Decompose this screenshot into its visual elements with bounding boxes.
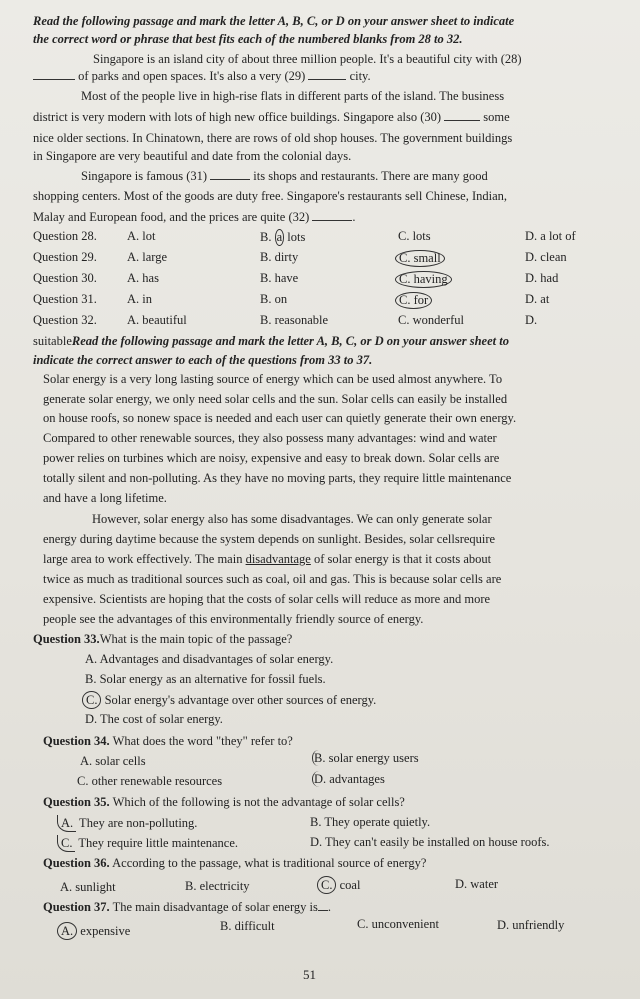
q28-option-d[interactable]: D. a lot of — [525, 229, 576, 243]
passage-1-line: district is very modern with lots of high new office buildings. Singapore also (30) some — [33, 110, 510, 124]
q28-option-b[interactable]: B. a lots — [260, 230, 306, 244]
page-number: 51 — [303, 967, 316, 982]
passage-2-line: Compared to other renewable sources, they also possess many advantages: wind and water — [43, 431, 497, 445]
passage-2-line: large area to work effectively. The main disadvantage of solar energy is that it costs about — [43, 552, 492, 566]
q34-option-c[interactable]: C. other renewable resources — [77, 774, 223, 788]
q36-option-a[interactable]: A. sunlight — [60, 880, 116, 894]
passage-1-line: Most of the people live in high-rise flats in different parts of the island. The business — [81, 89, 505, 103]
q36-stem: Question 36. According to the passage, what is traditional source of energy? — [43, 856, 427, 870]
passage-1-line: Singapore is an island city of about three million people. It's a beautiful city with (28) — [93, 52, 522, 66]
q36-option-c[interactable]: C. coal — [320, 876, 360, 894]
instruction-2-line-1: suitableRead the following passage and mark the letter A, B, C, or D on your answer sheet to — [33, 334, 509, 348]
passage-1-line: in Singapore are very beautiful and date from the colonial days. — [33, 149, 352, 163]
passage-2-line: Solar energy is a very long lasting source of energy which can be used almost anywhere. To — [43, 372, 503, 386]
q31-option-d[interactable]: D. at — [525, 292, 550, 306]
q32-option-b[interactable]: B. reasonable — [260, 313, 329, 327]
passage-2-line: However, solar energy also has some disadvantages. We can only generate solar — [92, 512, 492, 526]
q37-option-c[interactable]: C. unconvenient — [357, 917, 439, 931]
q33-option-b[interactable]: B. Solar energy as an alternative for fossil fuels. — [85, 672, 326, 686]
passage-2-line: on house roofs, so nonew space is needed and each user can quietly generate their own energy. — [43, 411, 517, 425]
q31-option-b[interactable]: B. on — [260, 292, 288, 306]
passage-1-line: shopping centers. Most of the goods are duty free. Singapore's restaurants sell Chinese, Indian, — [33, 189, 508, 203]
q36-option-b[interactable]: B. electricity — [185, 879, 250, 893]
q33-option-d[interactable]: D. The cost of solar energy. — [85, 712, 223, 726]
q35-stem: Question 35. Which of the following is not the advantage of solar cells? — [43, 795, 405, 809]
q36-option-d[interactable]: D. water — [455, 877, 499, 891]
q37-option-a[interactable]: A. expensive — [60, 922, 130, 940]
passage-2-line: expensive. Scientists are hoping that the costs of solar cells will reduce as more and more — [43, 592, 491, 606]
instruction-1-line-1: Read the following passage and mark the letter A, B, C, or D on your answer sheet to indicate — [33, 14, 515, 28]
q32-label: Question 32. — [33, 313, 97, 327]
q28-option-a[interactable]: A. lot — [127, 229, 156, 243]
passage-2-line: generate solar energy, we only need solar cells and the sun. Solar cells can easily be installed — [43, 392, 508, 406]
q34-stem: Question 34. What does the word "they" refer to? — [43, 734, 293, 748]
q34-option-b[interactable]: B. solar energy users — [314, 751, 419, 765]
q29-label: Question 29. — [33, 250, 97, 264]
q35-option-b[interactable]: B. They operate quietly. — [310, 815, 431, 829]
q29-option-d[interactable]: D. clean — [525, 250, 567, 264]
q29-option-b[interactable]: B. dirty — [260, 250, 299, 264]
q30-option-d[interactable]: D. had — [525, 271, 559, 285]
instruction-2-line-2: indicate the correct answer to each of the questions from 33 to 37. — [33, 353, 373, 367]
passage-1-line: Singapore is famous (31) its shops and restaurants. There are many good — [81, 169, 488, 183]
passage-2-line: totally silent and non-polluting. As they have no moving parts, they require little maintenance — [43, 471, 512, 485]
q29-option-c[interactable]: C. small — [398, 250, 445, 267]
q35-option-a[interactable]: A. They are non-polluting. — [60, 815, 197, 832]
q32-option-d[interactable]: D. — [525, 313, 538, 327]
q31-label: Question 31. — [33, 292, 97, 306]
q34-option-a[interactable]: A. solar cells — [80, 754, 146, 768]
q32-option-a[interactable]: A. beautiful — [127, 313, 187, 327]
q30-label: Question 30. — [33, 271, 97, 285]
q30-option-b[interactable]: B. have — [260, 271, 299, 285]
q30-option-c[interactable]: C. having — [398, 271, 452, 288]
q34-option-d[interactable]: D. advantages — [314, 772, 385, 786]
q35-option-c[interactable]: C. They require little maintenance. — [60, 835, 238, 852]
passage-1-line: of parks and open spaces. It's also a very (29) city. — [33, 68, 371, 84]
passage-2-line: energy during daytime because the system depends on sunlight. Besides, solar cellsrequire — [43, 532, 496, 546]
instruction-1-line-2: the correct word or phrase that best fits each of the numbered blanks from 28 to 32. — [33, 32, 463, 46]
passage-1-line: Malay and European food, and the prices are quite (32) . — [33, 210, 356, 224]
passage-2-line: power relies on turbines which are noisy, expensive and easy to break down. Solar cells are — [43, 451, 500, 465]
q33-stem: Question 33.What is the main topic of the passage? — [33, 632, 293, 646]
q33-option-a[interactable]: A. Advantages and disadvantages of solar energy. — [85, 652, 334, 666]
q28-option-c[interactable]: C. lots — [398, 229, 431, 243]
q32-option-c[interactable]: C. wonderful — [398, 313, 464, 327]
q30-option-a[interactable]: A. has — [127, 271, 159, 285]
q37-stem: Question 37. The main disadvantage of solar energy is . — [43, 900, 331, 914]
q35-option-d[interactable]: D. They can't easily be installed on house roofs. — [310, 835, 550, 849]
q28-label: Question 28. — [33, 229, 97, 243]
q31-option-a[interactable]: A. in — [127, 292, 152, 306]
q31-option-c[interactable]: C. for — [398, 292, 432, 309]
q37-option-b[interactable]: B. difficult — [220, 919, 275, 933]
q29-option-a[interactable]: A. large — [127, 250, 168, 264]
q37-option-d[interactable]: D. unfriendly — [497, 918, 565, 932]
passage-2-line: people see the advantages of this environmentally friendly source of energy. — [43, 612, 424, 626]
q33-option-c[interactable]: C. Solar energy's advantage over other sources of energy. — [85, 691, 376, 709]
passage-2-line: twice as much as traditional sources such as coal, oil and gas. This is because solar cells are — [43, 572, 502, 586]
passage-2-line: and have a long lifetime. — [43, 491, 167, 505]
passage-1-line: nice older sections. In Chinatown, there are rows of old shop houses. The government buildings — [33, 131, 513, 145]
